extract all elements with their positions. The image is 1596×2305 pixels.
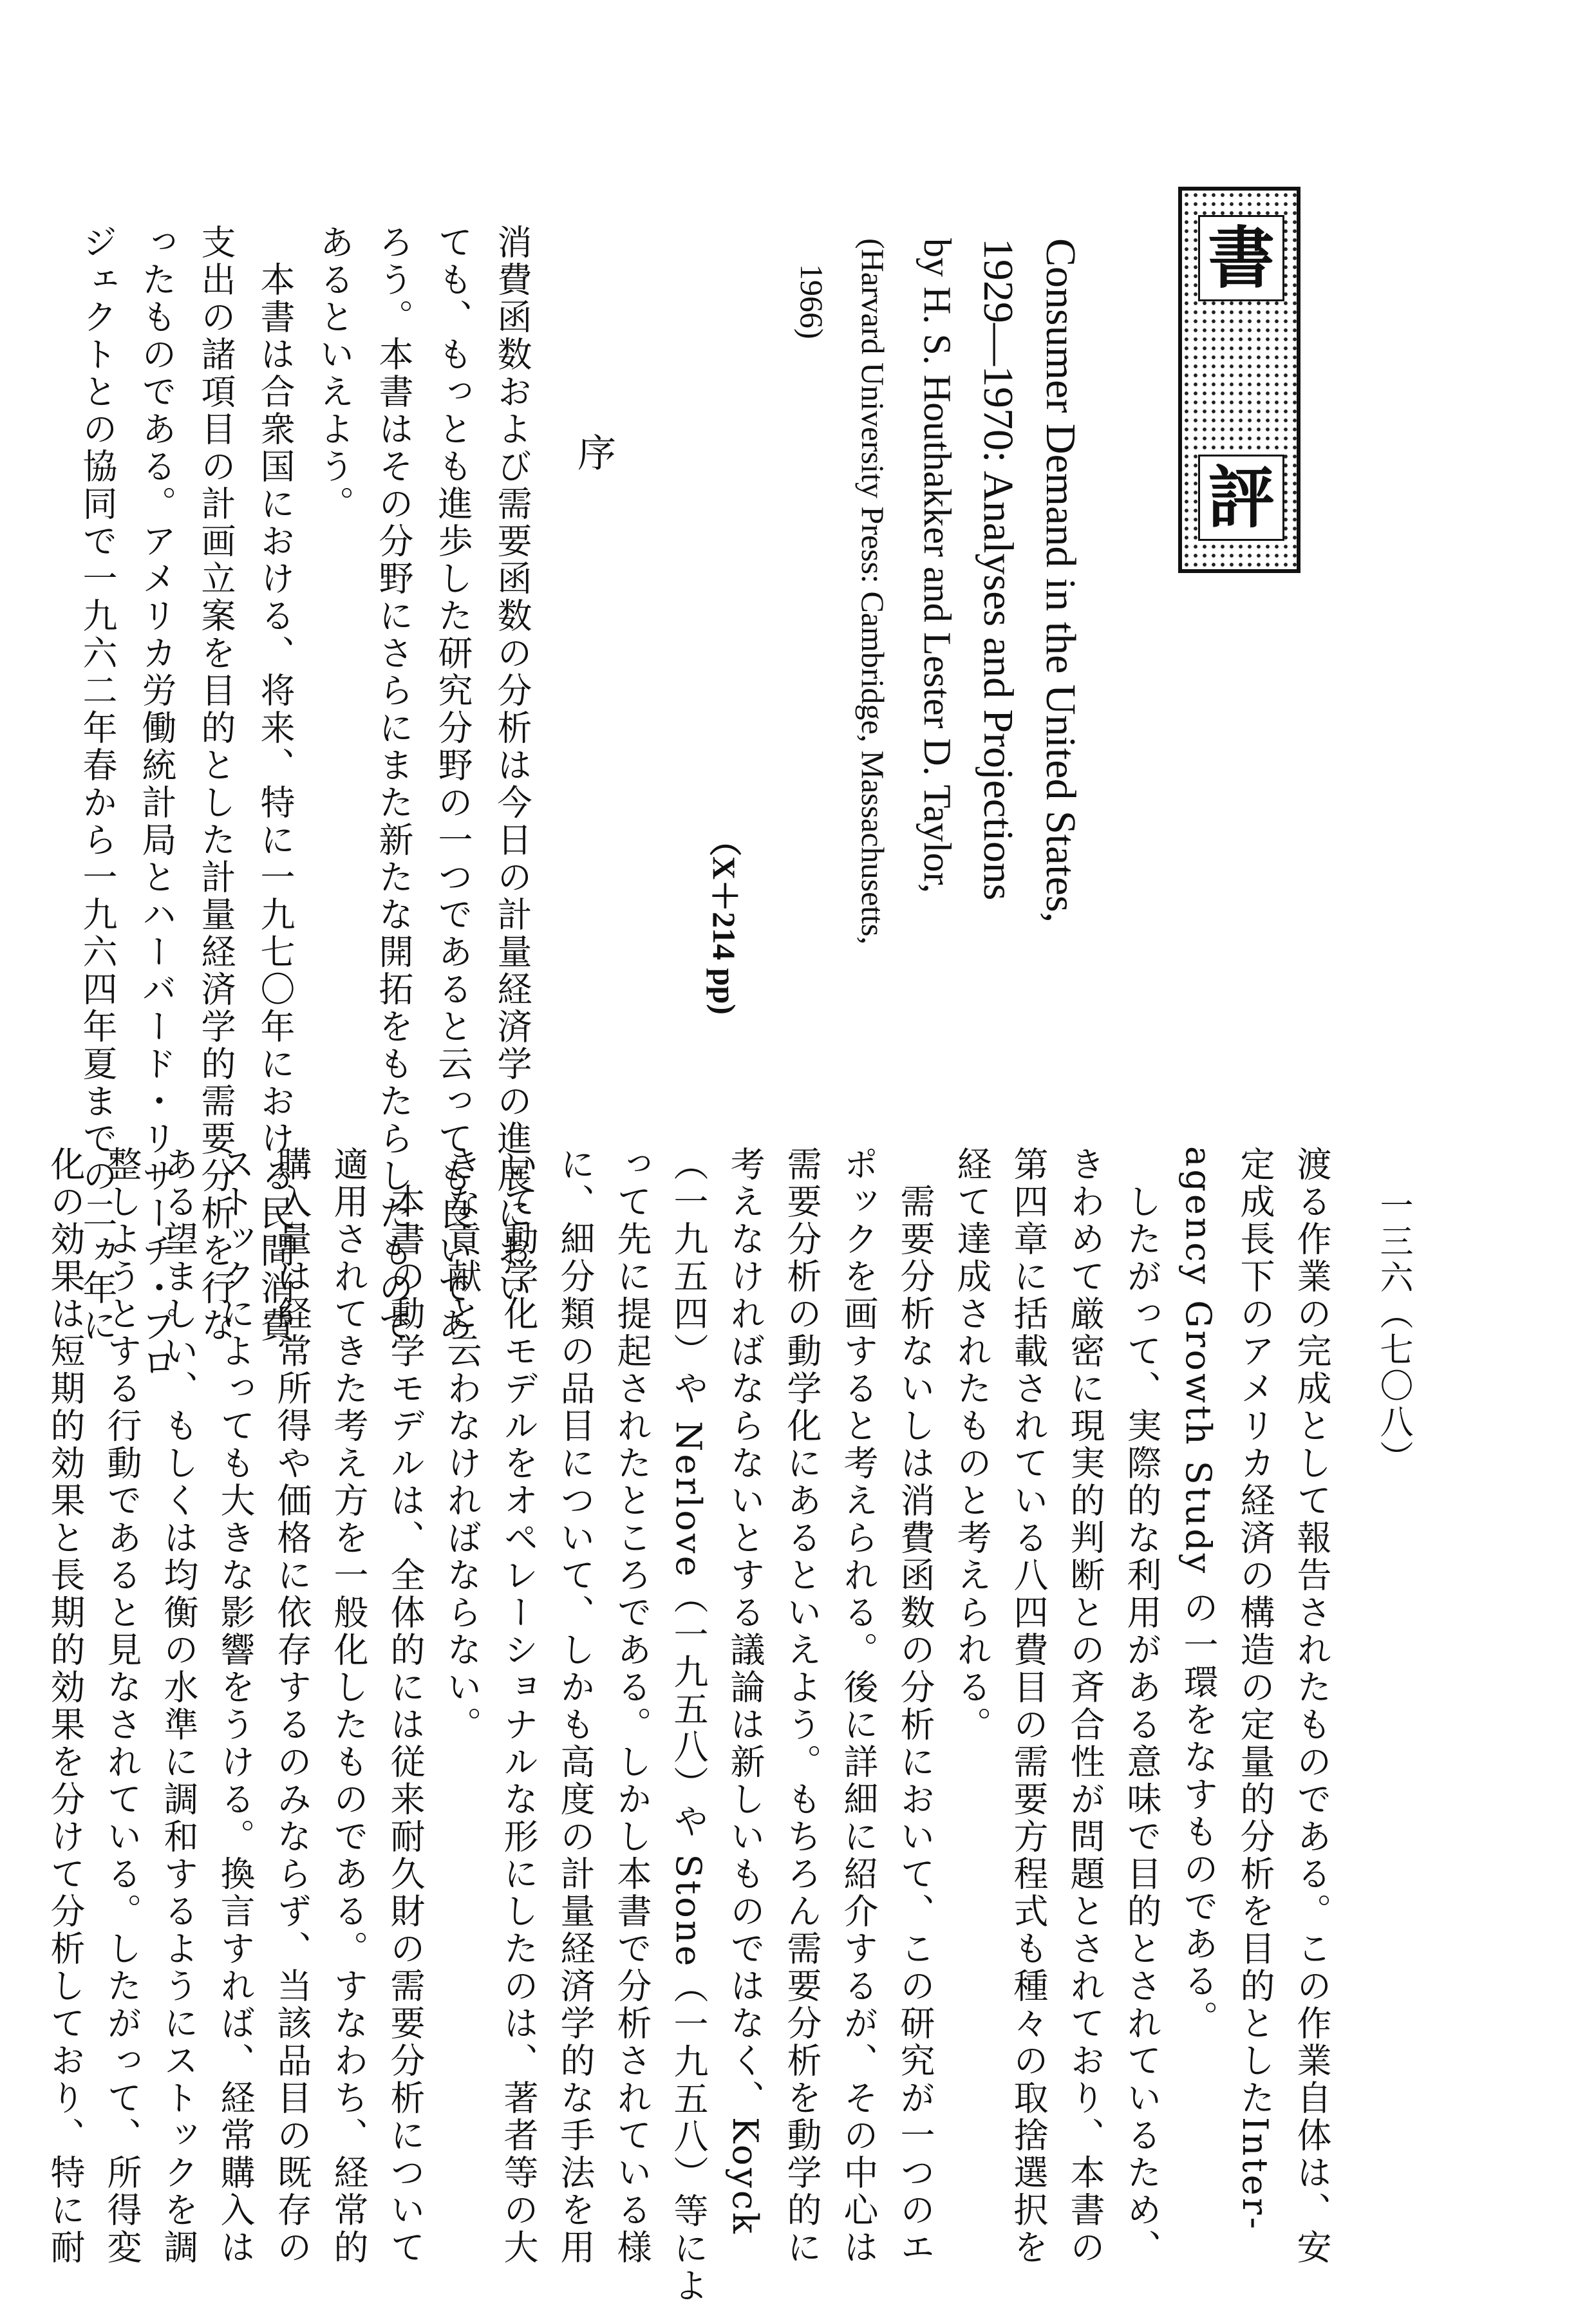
right-col-13: って先に提起されたところである。しかし本書で分析されている様 [612,1146,652,2266]
right-col-10: 需要分析の動学化にあるといえよう。もちろん需要分析を動学的に [782,1146,822,2266]
section-badge [1178,187,1300,573]
right-col-15: いて動学化モデルをオペレーショナルな形にしたのは、著者等の大 [498,1146,539,2266]
right-col-19: 購入量は経常所得や価格に依存するのみならず、当該品目の既存の [272,1146,312,2266]
badge-char-2: 評 [1198,455,1284,541]
right-col-5: きわめて厳密に現実的判断との斉合性が問題とされており、本書の [1065,1146,1105,2266]
page-number: 一三六（七〇八） [1374,1188,1413,1476]
right-col-9: ポックを画すると考えられる。後に詳細に紹介するが、その中心は [838,1146,879,2266]
book-pages: （X＋214 pp) [706,824,742,1015]
right-col-12: （一九五四）や Nerlove（一九五八）や Stone（一九五八）等によ [668,1146,709,2305]
left-col-7: ったものである。アメリカ労働統計局とハーバード・リサーチ・プロ [136,224,177,1382]
left-col-6: 支出の諸項目の計画立案を目的とした計量経済学的需要分析を行な [196,224,236,1344]
preface-heading: 序 [571,433,616,474]
right-col-3: agency Growth Study の一環をなすものである。 [1178,1146,1219,2038]
right-col-17: 本書の動学モデルは、全体的には従来耐久財の需要分析について [385,1146,426,2266]
left-col-4: あるといえよう。 [314,224,355,523]
left-col-1: 消費函数および需要函数の分析は今日の計量経済学の進展におい [492,224,532,1307]
right-col-1: 渡る作業の完成として報告されたものである。この作業自体は、安 [1291,1146,1332,2266]
left-col-3: ろう。本書はその分野にさらにまた新たな開拓をもたらしたもので [373,224,414,1344]
right-col-11: 考えなければならないとする議論は新しいものではなく、Koyck [725,1146,765,2236]
right-col-20: ストックによっても大きな影響をうける。換言すれば、経常購入は [215,1146,256,2266]
right-col-16: きな貢献と云わなければならない。 [442,1146,482,1744]
book-publisher: (Harvard University Press: Cambridge, Massachusetts, [855,238,891,945]
right-col-7: 経て達成されたものと考えられる。 [952,1146,992,1744]
book-authors: by H. S. Houthakker and Lester D. Taylor, [916,238,959,894]
right-col-8: 需要分析ないしは消費函数の分析において、この研究が一つのエ [895,1146,935,2266]
book-title-line1: Consumer Demand in the United States, [1037,238,1084,923]
book-year: 1966) [794,264,830,339]
right-col-21: ある望ましい、もしくは均衡の水準に調和するようにストックを調 [158,1146,199,2266]
right-col-22: 整しようとする行動であると見なされている。したがって、所得変 [102,1146,142,2266]
left-col-5: 本書は合衆国における、将来、特に一九七〇年における民間消費 [255,224,296,1344]
right-col-23: 化の効果は短期的効果と長期的効果を分けて分析しており、特に耐 [45,1146,86,2266]
right-col-14: に、細分類の品目について、しかも高度の計量経済学的な手法を用 [555,1146,596,2266]
right-col-6: 第四章に括載されている八四費目の需要方程式も種々の取捨選択を [1008,1146,1049,2266]
right-col-4: したがって、実際的な利用がある意味で目的とされているため、 [1122,1146,1162,2266]
badge-char-1: 書 [1198,215,1284,301]
left-col-8: ジェクトとの協同で一九六二年春から一九六四年夏までの二ヵ年に [77,224,118,1344]
right-col-2: 定成長下のアメリカ経済の構造の定量的分析を目的としたInter- [1235,1146,1275,2232]
right-col-18: 適用されてきた考え方を一般化したものである。すなわち、経常的 [328,1146,369,2266]
left-col-2: ても、もっとも進歩した研究分野の一つであると云っても良いであ [433,224,473,1344]
book-title-line2: 1929—1970: Analyses and Projections [975,238,1022,901]
